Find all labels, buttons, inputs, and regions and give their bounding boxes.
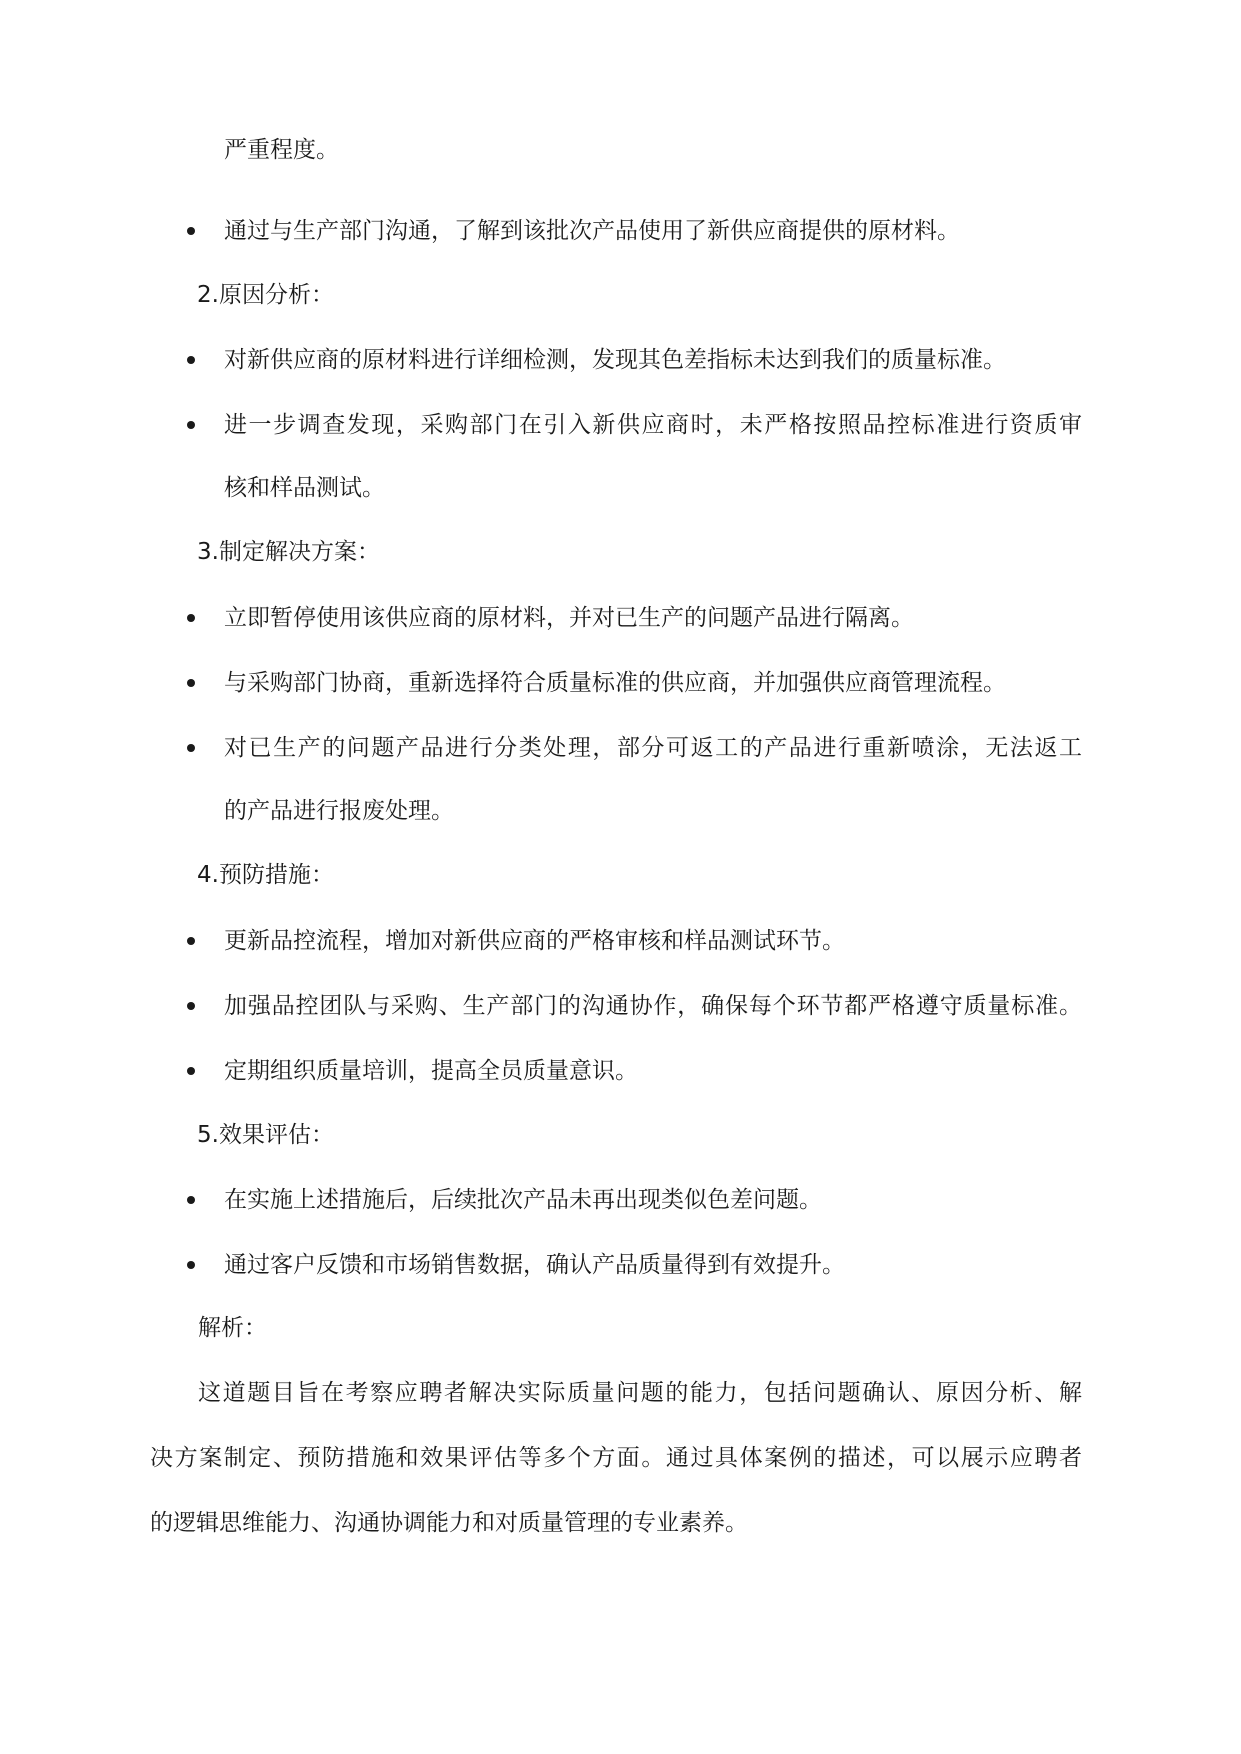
list-item: 通过客户反馈和市场销售数据，确认产品质量得到有效提升。 bbox=[224, 1252, 845, 1278]
analysis-label: 解析： bbox=[198, 1315, 267, 1341]
section-heading-solution: 3.制定解决方案： bbox=[197, 539, 380, 565]
list-item: 更新品控流程，增加对新供应商的严格审核和样品测试环节。 bbox=[224, 928, 845, 954]
bullet-icon bbox=[187, 356, 195, 364]
list-item-continuation: 核和样品测试。 bbox=[224, 475, 385, 501]
bullet-icon bbox=[187, 614, 195, 622]
bullet-icon bbox=[187, 1261, 195, 1269]
list-item: 加强品控团队与采购、生产部门的沟通协作，确保每个环节都严格遵守质量标准。 bbox=[224, 993, 1082, 1019]
bullet-icon bbox=[187, 227, 195, 235]
section-heading-cause-analysis: 2.原因分析： bbox=[197, 282, 334, 308]
list-item: 定期组织质量培训，提高全员质量意识。 bbox=[224, 1058, 638, 1084]
section-heading-evaluation: 5.效果评估： bbox=[197, 1122, 334, 1148]
bullet-icon bbox=[187, 1002, 195, 1010]
bullet-icon bbox=[187, 744, 195, 752]
bullet-icon bbox=[187, 937, 195, 945]
analysis-paragraph-line: 决方案制定、预防措施和效果评估等多个方面。通过具体案例的描述，可以展示应聘者 bbox=[150, 1445, 1082, 1471]
section-heading-prevention: 4.预防措施： bbox=[197, 862, 334, 888]
list-item: 对已生产的问题产品进行分类处理，部分可返工的产品进行重新喷涂，无法返工 bbox=[224, 735, 1082, 761]
bullet-icon bbox=[187, 421, 195, 429]
list-item-continuation: 的产品进行报废处理。 bbox=[224, 798, 454, 824]
continuation-text: 严重程度。 bbox=[224, 137, 339, 163]
analysis-paragraph-line: 的逻辑思维能力、沟通协调能力和对质量管理的专业素养。 bbox=[150, 1510, 748, 1536]
bullet-icon bbox=[187, 679, 195, 687]
list-item: 通过与生产部门沟通，了解到该批次产品使用了新供应商提供的原材料。 bbox=[224, 218, 960, 244]
analysis-paragraph-line: 这道题目旨在考察应聘者解决实际质量问题的能力，包括问题确认、原因分析、解 bbox=[198, 1380, 1082, 1406]
list-item: 立即暂停使用该供应商的原材料，并对已生产的问题产品进行隔离。 bbox=[224, 605, 914, 631]
bullet-icon bbox=[187, 1067, 195, 1075]
list-item: 对新供应商的原材料进行详细检测，发现其色差指标未达到我们的质量标准。 bbox=[224, 347, 1006, 373]
list-item: 进一步调查发现，采购部门在引入新供应商时，未严格按照品控标准进行资质审 bbox=[224, 412, 1082, 438]
list-item: 在实施上述措施后，后续批次产品未再出现类似色差问题。 bbox=[224, 1187, 822, 1213]
list-item: 与采购部门协商，重新选择符合质量标准的供应商，并加强供应商管理流程。 bbox=[224, 670, 1006, 696]
bullet-icon bbox=[187, 1196, 195, 1204]
